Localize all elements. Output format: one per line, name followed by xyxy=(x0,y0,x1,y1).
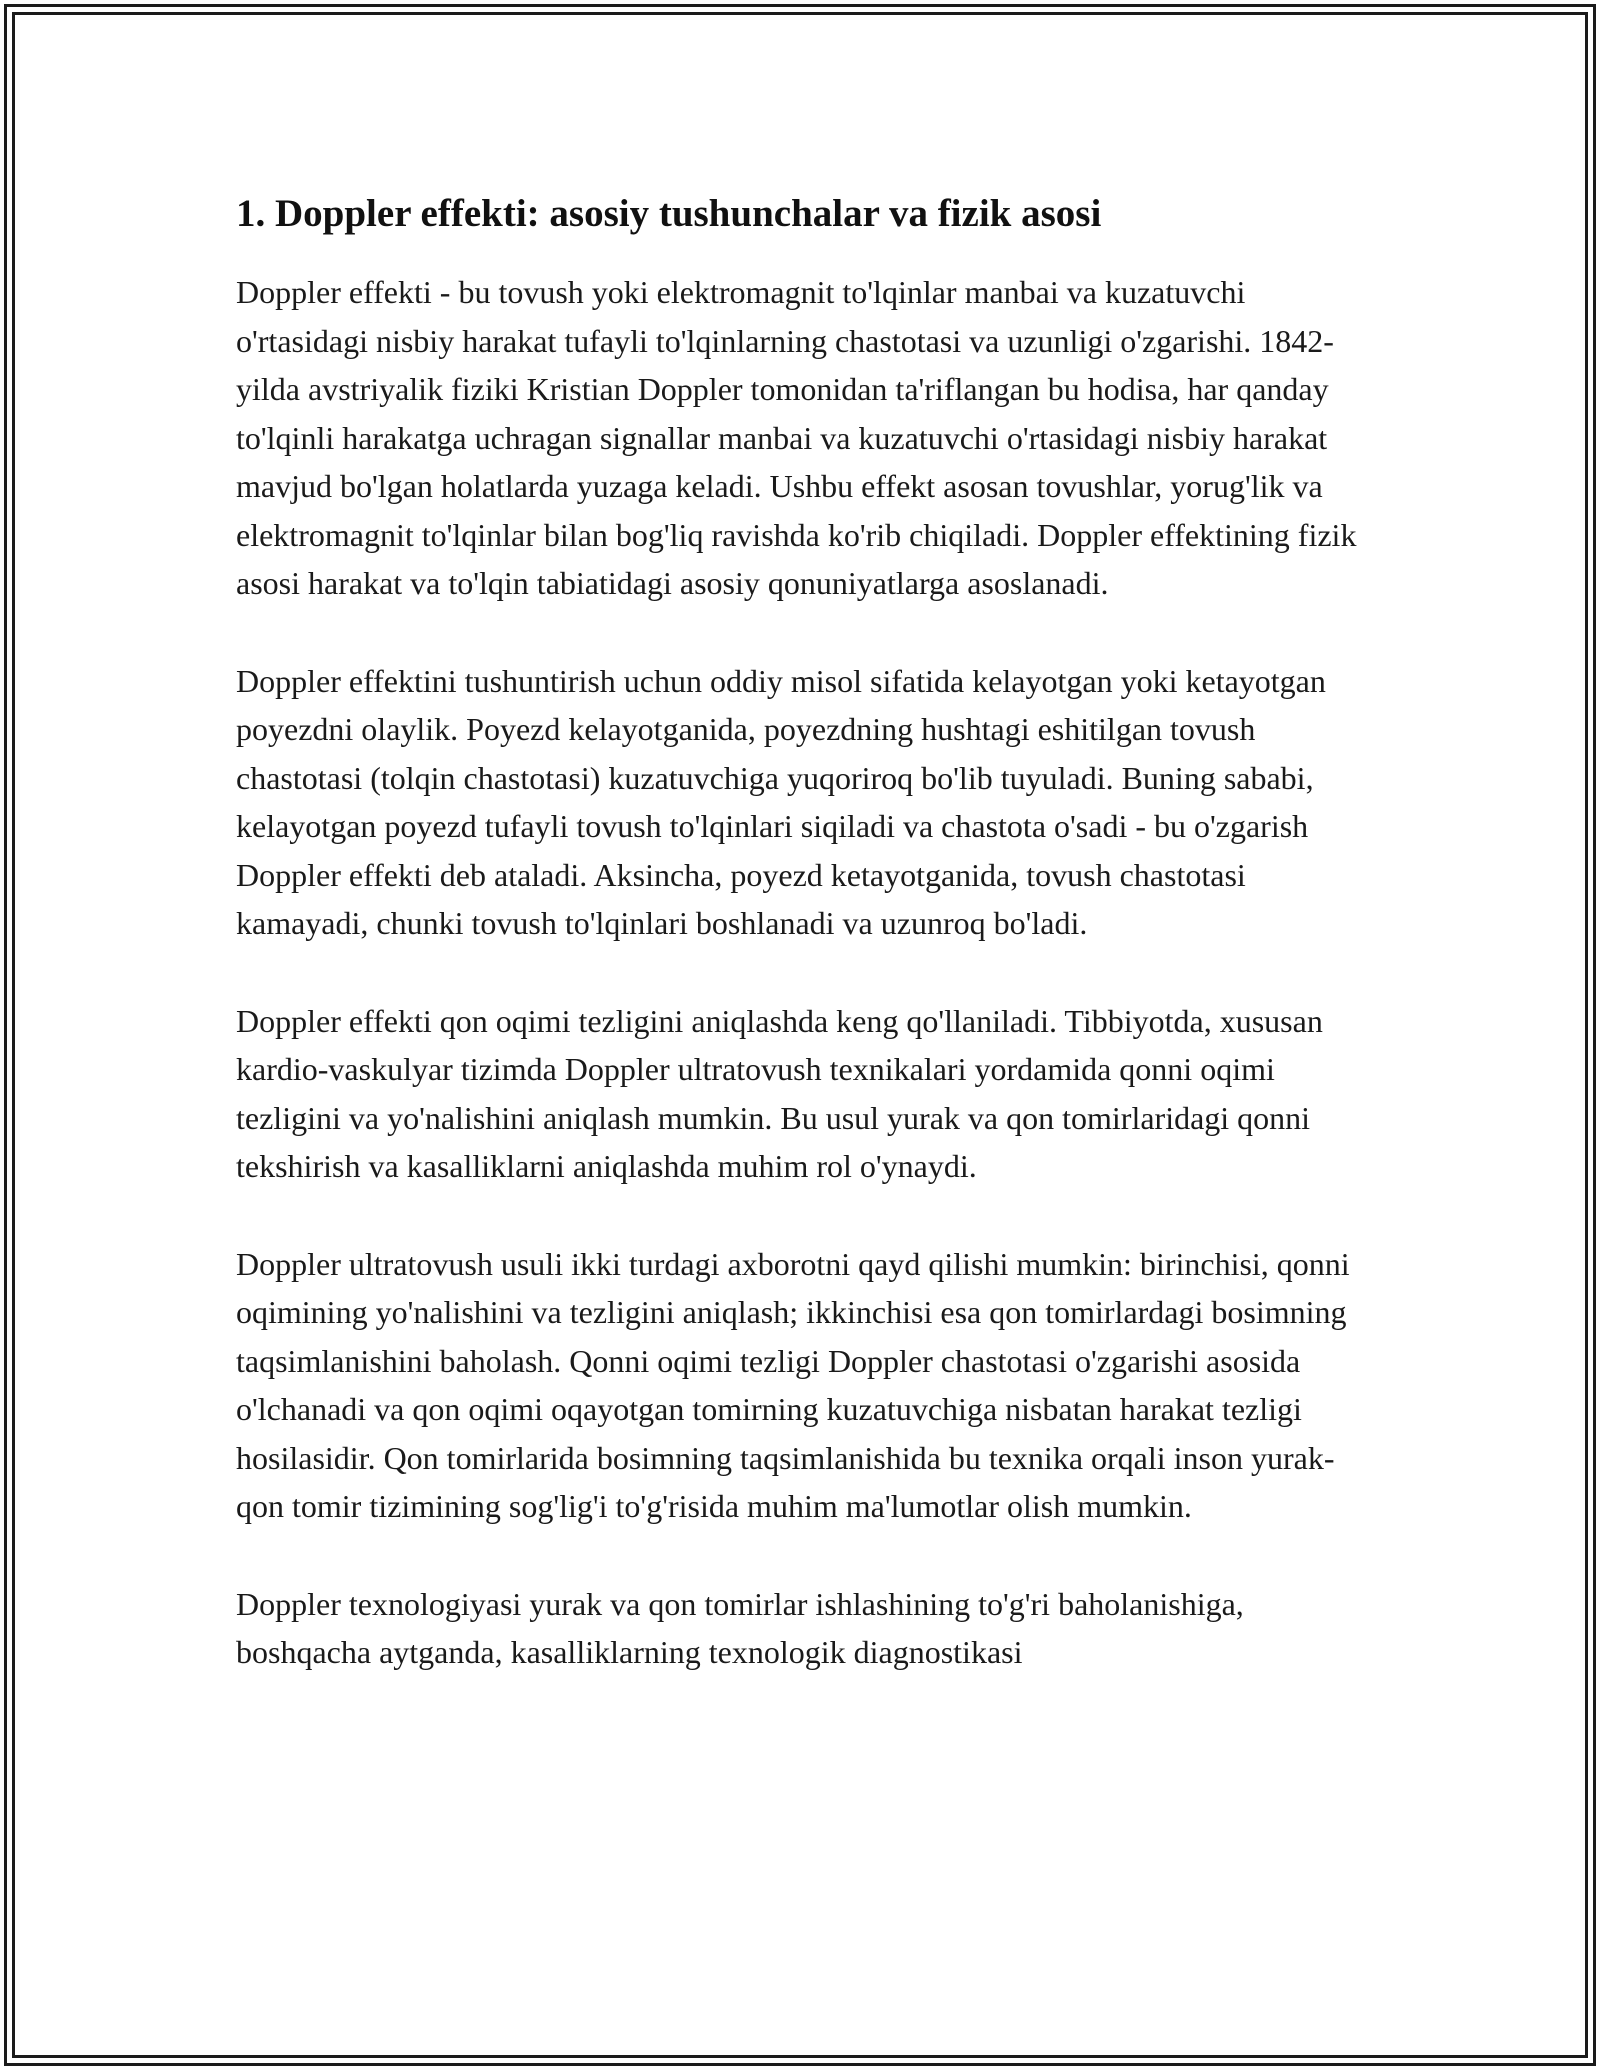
paragraph-train-example: Doppler effektini tushuntirish uchun oddiy misol sifatida kelayotgan yoki ketayotgan poyezdni olaylik. Poyezd kelayotganida, poyezdning hushtagi eshitilgan tovush chastotasi (tolqin chastotasi) kuzatuvchiga yuqoriroq bo'lib tuyuladi. Buning sababi, kelayotgan poyezd tufayli tovush to'lqinlari siqiladi va chastota o'sadi - bu o'zgarish Doppler effekti deb ataladi. Aksincha, poyezd ketayotganida, tovush chastotasi kamayadi, chunki tovush to'lqinlari boshlanadi va uzunroq bo'ladi. xyxy=(236,662,1326,941)
paragraph-blood-flow: Doppler effekti qon oqimi tezligini aniqlashda keng qo'llaniladi. Tibbiyotda, xususan kardio-vaskulyar tizimda Doppler ultratovush texnikalari yordamida qonni oqimi tezligini va yo'nalishini aniqlash mumkin. Bu usul yurak va qon tomirlaridagi qonni tekshirish va kasalliklarni aniqlashda muhim rol o'ynaydi. xyxy=(236,1002,1323,1184)
paragraph-definition: Doppler effekti - bu tovush yoki elektromagnit to'lqinlar manbai va kuzatuvchi o'rtasidagi nisbiy harakat tufayli to'lqinlarning chastotasi va uzunligi o'zgarishi. 1842-yilda avstriyalik fiziki Kristian Doppler tomonidan ta'riflangan bu hodisa, har qanday to'lqinli harakatga uchragan signallar manbai va kuzatuvchi o'rtasidagi nisbiy harakat mavjud bo'lgan holatlarda yuzaga keladi. Ushbu effekt asosan tovushlar, yorug'lik va elektromagnit to'lqinlar bilan bog'liq ravishda ko'rib chiqiladi. Doppler effektining fizik asosi harakat va to'lqin tabiatidagi asosiy qonuniyatlarga asoslanadi. xyxy=(236,274,1357,601)
section-heading: 1. Doppler effekti: asosiy tushunchalar va fizik asosi xyxy=(236,192,1102,235)
paragraph-technology: Doppler texnologiyasi yurak va qon tomirlar ishlashining to'g'ri baholanishiga, boshqacha aytganda, kasalliklarning texnologik diagnostikasi xyxy=(236,1585,1244,1670)
document-body xyxy=(236,186,1376,1726)
paragraph-ultrasound-method: Doppler ultratovush usuli ikki turdagi axborotni qayd qilishi mumkin: birinchisi, qonni oqimining yo'nalishini va tezligini aniqlash; ikkinchisi esa qon tomirlardagi bosimning taqsimlanishini baholash. Qonni oqimi tezligi Doppler chastotasi o'zgarishi asosida o'lchanadi va qon oqimi oqayotgan tomirning kuzatuvchiga nisbatan harakat tezligi hosilasidir. Qon tomirlarida bosimning taqsimlanishida bu texnika orqali inson yurak-qon tomir tizimining sog'lig'i to'g'risida muhim ma'lumotlar olish mumkin. xyxy=(236,1245,1350,1524)
